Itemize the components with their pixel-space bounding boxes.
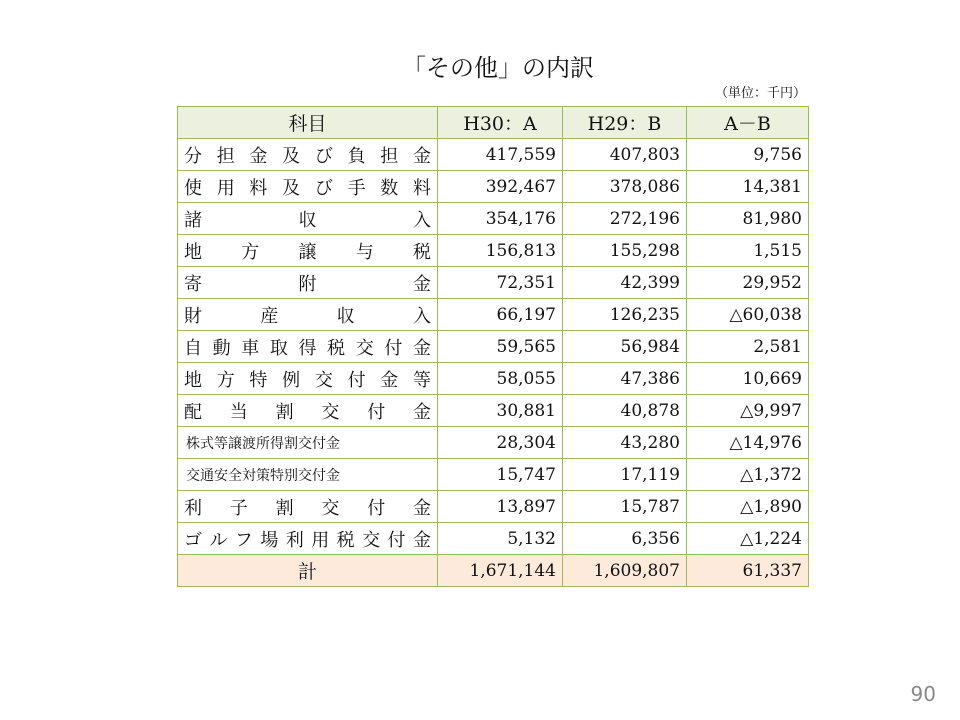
table-row [178, 459, 809, 491]
row-diff: △1,224 [687, 523, 809, 555]
row-diff: △1,372 [687, 459, 809, 491]
row-diff: 81,980 [687, 203, 809, 235]
table-row [178, 299, 809, 331]
row-item: ゴルフ場利用税交付金 [178, 523, 438, 555]
table-row [178, 235, 809, 267]
row-diff: △14,976 [687, 427, 809, 459]
table-row [178, 427, 809, 459]
row-h29: 40,878 [563, 395, 687, 427]
row-diff: △1,890 [687, 491, 809, 523]
unit-label: （単位：千円） [715, 86, 807, 101]
row-diff: △9,997 [687, 395, 809, 427]
page-number: 90 [910, 682, 936, 706]
row-item: 株式等譲渡所得割交付金 [178, 427, 438, 459]
total-diff: 61,337 [687, 555, 809, 587]
row-h30: 59,565 [438, 331, 563, 363]
table-row [178, 203, 809, 235]
row-item: 分担金及び負担金 [178, 139, 438, 171]
row-h30: 417,559 [438, 139, 563, 171]
row-item: 利子割交付金 [178, 491, 438, 523]
row-diff: 9,756 [687, 139, 809, 171]
total-h29: 1,609,807 [563, 555, 687, 587]
row-h30: 156,813 [438, 235, 563, 267]
table-row [178, 523, 809, 555]
row-h30: 28,304 [438, 427, 563, 459]
row-item: 地方譲与税 [178, 235, 438, 267]
row-h29: 56,984 [563, 331, 687, 363]
row-item: 自動車取得税交付金 [178, 331, 438, 363]
row-h30: 72,351 [438, 267, 563, 299]
header-row [178, 107, 809, 139]
table-row [178, 331, 809, 363]
total-h30: 1,671,144 [438, 555, 563, 587]
table-row [178, 363, 809, 395]
breakdown-table [177, 106, 809, 587]
row-diff: △60,038 [687, 299, 809, 331]
row-diff: 10,669 [687, 363, 809, 395]
row-h29: 42,399 [563, 267, 687, 299]
total-label: 計 [178, 555, 438, 587]
header-h30: H30：A [438, 107, 563, 139]
row-item: 交通安全対策特別交付金 [178, 459, 438, 491]
row-h30: 66,197 [438, 299, 563, 331]
row-h29: 43,280 [563, 427, 687, 459]
row-diff: 14,381 [687, 171, 809, 203]
table-row [178, 171, 809, 203]
table-row [178, 139, 809, 171]
row-item: 使用料及び手数料 [178, 171, 438, 203]
row-h29: 17,119 [563, 459, 687, 491]
header-item: 科目 [178, 107, 438, 139]
row-item: 配当割交付金 [178, 395, 438, 427]
row-diff: 1,515 [687, 235, 809, 267]
row-diff: 2,581 [687, 331, 809, 363]
row-item: 諸収入 [178, 203, 438, 235]
table-row [178, 267, 809, 299]
row-h30: 30,881 [438, 395, 563, 427]
table-row [178, 395, 809, 427]
total-row [178, 555, 809, 587]
header-h29: H29：B [563, 107, 687, 139]
row-h30: 58,055 [438, 363, 563, 395]
table-row [178, 491, 809, 523]
row-h30: 392,467 [438, 171, 563, 203]
header-diff: A－B [687, 107, 809, 139]
row-item: 財産収入 [178, 299, 438, 331]
row-h29: 47,386 [563, 363, 687, 395]
page-title: 「その他」の内訳 [402, 54, 594, 82]
row-h29: 378,086 [563, 171, 687, 203]
row-diff: 29,952 [687, 267, 809, 299]
row-h30: 5,132 [438, 523, 563, 555]
row-h29: 15,787 [563, 491, 687, 523]
row-h29: 272,196 [563, 203, 687, 235]
row-item: 寄附金 [178, 267, 438, 299]
row-h30: 15,747 [438, 459, 563, 491]
row-h30: 354,176 [438, 203, 563, 235]
row-h29: 126,235 [563, 299, 687, 331]
row-h30: 13,897 [438, 491, 563, 523]
row-h29: 6,356 [563, 523, 687, 555]
row-h29: 407,803 [563, 139, 687, 171]
row-h29: 155,298 [563, 235, 687, 267]
row-item: 地方特例交付金等 [178, 363, 438, 395]
